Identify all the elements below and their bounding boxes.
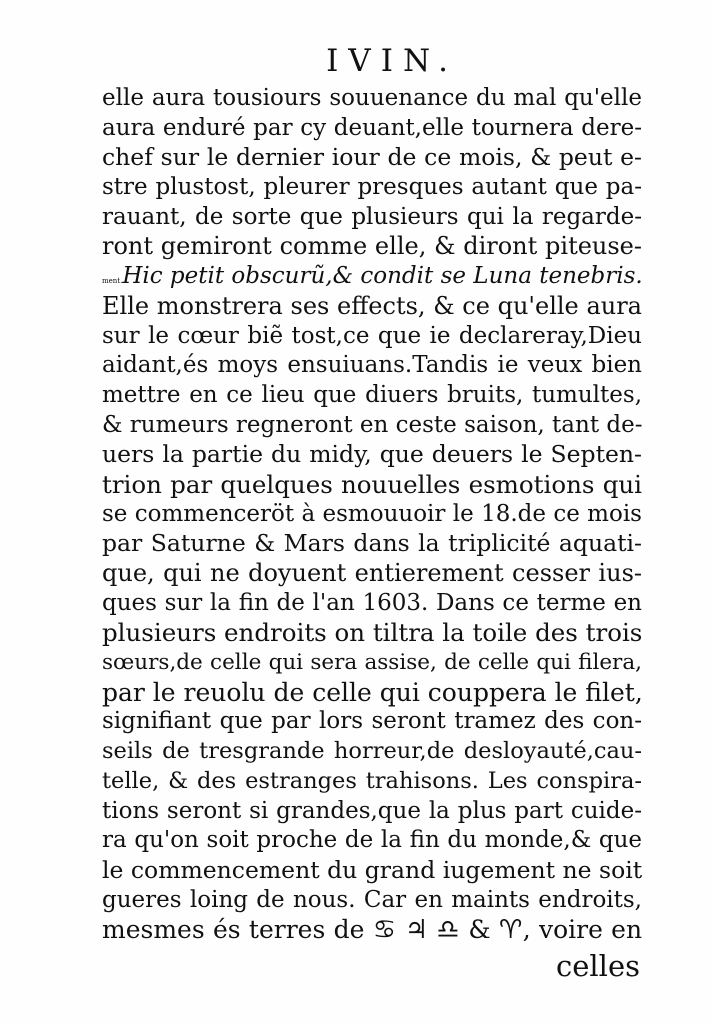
text-line: signifiant que par lors seront tramez des con- [102,708,642,735]
text-line: aura enduré par cy deuant,elle tournera dere- [102,114,642,141]
latin-prefix: ment. [102,277,123,286]
text-line: ront gemiront comme elle, & diront piteuse- [102,232,642,261]
running-head: IVIN. [326,43,458,79]
libra-icon: ♎ [436,915,461,946]
catchword: celles [556,948,640,983]
ampersand: & [468,915,491,945]
text-line: ques sur la fin de l'an 1603. Dans ce terme en [102,589,642,616]
text-line: sur le cœur biẽ tost,ce que ie declareray,Dieu [102,322,642,349]
text-block [102,38,642,983]
jupiter-icon: ♃ [404,915,429,946]
latin-quote: Hic petit obscurũ,& condit se Luna tenebris. [122,263,643,290]
text-line: ra qu'on soit proche de la fin du monde,& que [102,827,642,854]
zodiac-suffix: , voire en [522,915,643,945]
latin-quote-line [102,262,642,292]
text-line: mettre en ce lieu que diuers bruits, tumultes, [102,381,642,408]
text-line: trion par quelques nouuelles esmotions qui [102,469,642,499]
zodiac-line [102,915,642,945]
zodiac-prefix: mesmes és terres de [102,915,365,945]
text-line: Elle monstrera ses effects, & ce qu'elle aura [102,291,642,320]
text-line: chef sur le dernier iour de ce mois, & peut e- [102,143,642,172]
text-line: telle, & des estranges trahisons. Les conspira- [102,767,642,794]
text-line: par le reuolu de celle qui couppera le filet, [102,677,643,707]
text-line: sœurs,de celle qui sera assise, de celle qui filera, [102,650,642,676]
cancer-icon: ♋ [372,915,397,946]
aries-icon: ♈ [499,915,523,946]
text-line: gueres loing de nous. Car en maints endroits, [102,886,642,913]
paragraph-part-2 [102,292,642,945]
text-line: plusieurs endroits on tiltra la toile des trois [102,618,643,648]
text-line: rauant, de sorte que plusieurs qui la regarde- [102,203,642,230]
text-line: se commenceröt à esmouuoir le 18.de ce mois [102,500,642,527]
text-line: uers la partie du midy, que deuers le Septen- [102,440,642,469]
text-line: & rumeurs regneront en ceste saison, tant de- [102,411,643,438]
text-line: aidant,és moys ensuiuans.Tandis ie veux bien [102,352,642,379]
text-line: le commencement du grand iugement ne soit [102,855,643,884]
text-line: stre plustost, pleurer presques autant que pa- [102,174,642,201]
paragraph-part-1 [102,84,642,292]
text-line: seils de tresgrande horreur,de desloyauté,cau- [102,738,642,765]
text-line: par Saturne & Mars dans la triplicité aquati- [102,529,642,558]
text-line: tions seront si grandes,que la plus part cuide- [102,797,642,824]
text-line: elle aura tousiours souuenance du mal qu'elle [102,85,642,111]
text-line: que, qui ne doyuent entierement cesser ius- [102,559,642,587]
